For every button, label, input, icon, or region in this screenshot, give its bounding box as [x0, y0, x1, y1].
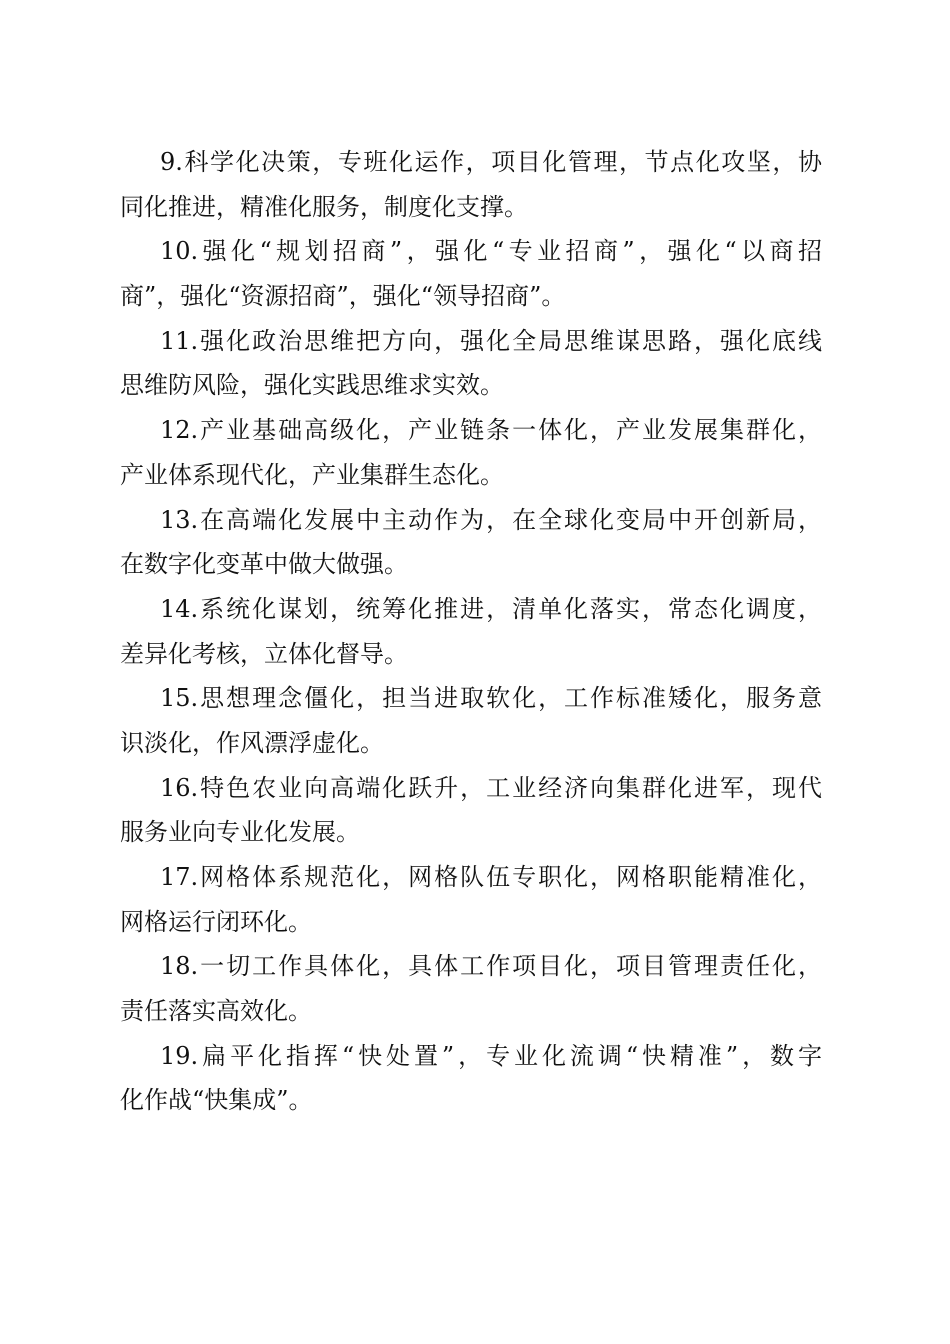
paragraph-line: 在数字化变革中做大做强。: [120, 550, 408, 579]
paragraph-line: 18.一切工作具体化，具体工作项目化，项目管理责任化，: [160, 952, 822, 981]
list-item: [120, 498, 822, 587]
list-item: [120, 140, 822, 229]
list-item: [120, 944, 822, 1033]
list-item: [120, 676, 822, 765]
paragraph-line: 商”，强化“资源招商”，强化“领导招商”。: [120, 282, 566, 311]
paragraph-line: 同化推进，精准化服务，制度化支撑。: [120, 192, 528, 221]
list-item: [120, 1034, 822, 1123]
paragraph-line: 9.科学化决策，专班化运作，项目化管理，节点化攻坚，协: [160, 148, 822, 176]
paragraph-line: 产业体系现代化，产业集群生态化。: [120, 460, 504, 489]
paragraph-line: 13.在高端化发展中主动作为，在全球化变局中开创新局，: [160, 505, 822, 534]
paragraph-line: 11.强化政治思维把方向，强化全局思维谋思路，强化底线: [160, 326, 822, 355]
list-item: [120, 319, 822, 408]
paragraph-line: 网格运行闭环化。: [120, 907, 312, 936]
paragraph-line: 思维防风险，强化实践思维求实效。: [120, 371, 504, 400]
paragraph-line: 服务业向专业化发展。: [120, 818, 360, 847]
list-item: [120, 408, 822, 497]
list-item: [120, 587, 822, 676]
list-item: [120, 855, 822, 944]
paragraph-line: 差异化考核，立体化督导。: [120, 639, 408, 668]
paragraph-line: 14.系统化谋划，统筹化推进，清单化落实，常态化调度，: [160, 594, 822, 623]
paragraph-line: 10.强化“规划招商”，强化“专业招商”，强化“以商招: [160, 237, 822, 266]
paragraph-line: 责任落实高效化。: [120, 997, 312, 1026]
list-item: [120, 766, 822, 855]
paragraph-line: 16.特色农业向高端化跃升，工业经济向集群化进军，现代: [160, 773, 822, 802]
paragraph-line: 识淡化，作风漂浮虚化。: [120, 728, 384, 757]
paragraph-line: 17.网格体系规范化，网格队伍专职化，网格职能精准化，: [160, 863, 822, 891]
paragraph-line: 19.扁平化指挥“快处置”，专业化流调“快精准”，数字: [160, 1041, 822, 1070]
document-page: [120, 140, 822, 1123]
list-item: [120, 229, 822, 318]
paragraph-line: 12.产业基础高级化，产业链条一体化，产业发展集群化，: [160, 416, 822, 445]
paragraph-line: 15.思想理念僵化，担当进取软化，工作标准矮化，服务意: [160, 684, 822, 713]
paragraph-line: 化作战“快集成”。: [120, 1086, 313, 1115]
